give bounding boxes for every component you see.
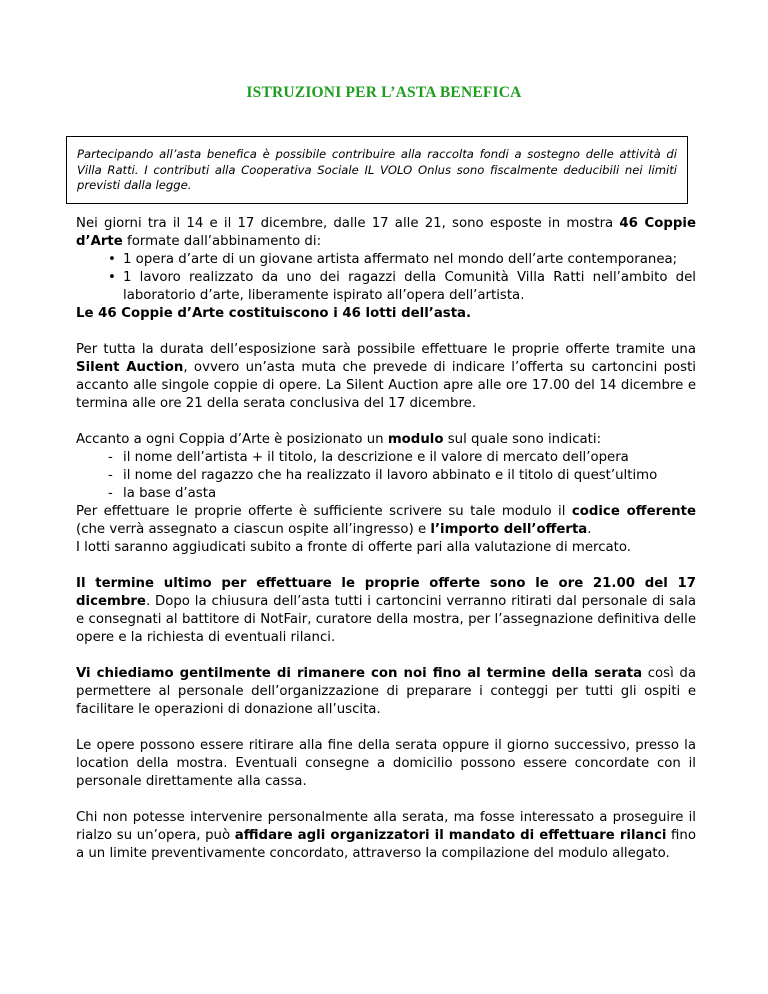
text-run: , ovvero un’asta muta che prevede di indicare l’offerta su cartoncini posti accanto alle singole coppie di opere. La Silent Auction apre alle ore 17.00 del 14 dicembre e termina alle ore 21 della serata conclusiva del 17 dicembre. — [76, 360, 696, 411]
paragraph-module — [76, 431, 696, 449]
bullet-marker: • — [108, 252, 116, 267]
text-run: Chi non potesse intervenire personalmente alla serata, ma fosse interessato a proseguire il rialzo su un’opera, può — [76, 810, 696, 843]
info-note-text: Partecipando all’asta benefica è possibile contribuire alla raccolta fondi a sostegno delle attività di Villa Ratti. I contributi alla Cooperativa Sociale IL VOLO Onlus sono fiscalmente deducibili nei limiti previsti dalla legge. — [77, 147, 677, 193]
paragraph-offer-how — [76, 503, 696, 539]
info-note-box — [66, 136, 688, 204]
module-fields-list — [76, 449, 696, 503]
list-item-text: 1 opera d’arte di un giovane artista affermato nel mondo dell’arte contemporanea; — [123, 252, 678, 267]
paragraph-silent-auction — [76, 341, 696, 413]
bold-run: Vi chiediamo gentilmente di rimanere con noi fino al termine della serata — [76, 666, 643, 681]
list-item-text: 1 lavoro realizzato da uno dei ragazzi della Comunità Villa Ratti nell’ambito del laboratorio d’arte, liberamente ispirato all’opera dell’artista. — [123, 270, 696, 303]
paragraph-exhibition — [76, 215, 696, 251]
text-run: . — [587, 522, 592, 537]
text-run: sul quale sono indicati: — [443, 432, 602, 447]
document-title: ISTRUZIONI PER L’ASTA BENEFICA — [246, 84, 522, 101]
paragraph-award — [76, 539, 696, 557]
bold-run: Silent Auction — [76, 360, 184, 375]
paragraph-deadline — [76, 575, 696, 647]
paragraph-pickup: Le opere possono essere ritirare alla fine della serata oppure il giorno successivo, presso la location della mostra. Eventuali consegne a domicilio possono essere concordate con il personale direttamente alla cassa. — [76, 738, 696, 789]
list-item — [76, 485, 696, 503]
pairs-list — [76, 251, 696, 305]
text-run: Per effettuare le proprie offerte è sufficiente scrivere su tale modulo il — [76, 504, 572, 519]
paragraph-stay — [76, 665, 696, 719]
bold-run: codice offerente — [571, 504, 697, 519]
dash-marker: - — [108, 486, 113, 501]
text-run: formate dall’abbinamento di: — [122, 234, 322, 249]
bold-run: affidare agli organizzatori il mandato di effettuare rilanci — [234, 828, 667, 843]
bold-run: Il termine ultimo per effettuare le proprie offerte sono le ore 21.00 del 17 dicembre — [76, 576, 696, 609]
dash-marker: - — [108, 450, 113, 465]
list-item — [76, 269, 696, 305]
list-item-text: la base d’asta — [123, 486, 217, 501]
list-item — [76, 449, 696, 467]
list-item-text: il nome dell’artista + il titolo, la descrizione e il valore di mercato dell’opera — [123, 450, 629, 465]
bold-run: l’importo dell’offerta — [430, 522, 588, 537]
bold-run: modulo — [387, 432, 444, 447]
list-item — [76, 251, 696, 269]
paragraph-mandate — [76, 809, 696, 863]
text-run: fino a un limite preventivamente concordato, attraverso la compilazione del modulo allegato. — [76, 828, 696, 861]
list-item-text: il nome del ragazzo che ha realizzato il lavoro abbinato e il titolo di quest’ultimo — [123, 468, 658, 483]
text-run: . Dopo la chiusura dell’asta tutti i cartoncini verranno ritirati dal personale di sala e consegnati al battitore di NotFair, curatore della mostra, per l’assegnazione definitiva delle opere e la richiesta di eventuali rilanci. — [76, 594, 696, 645]
text-run: Per tutta la durata dell’esposizione sarà possibile effettuare le proprie offerte tramite una — [76, 342, 696, 357]
dash-marker: - — [108, 468, 113, 483]
list-item — [76, 467, 696, 485]
bold-run: 46 Coppie d’Arte — [76, 216, 696, 249]
paragraph-lots — [76, 305, 696, 323]
text-run: (che verrà assegnato a ciascun ospite all’ingresso) e — [76, 522, 431, 537]
document-body — [76, 215, 696, 863]
bullet-marker: • — [108, 270, 116, 285]
text-run: Accanto a ogni Coppia d’Arte è posizionato un — [76, 432, 388, 447]
text-run: I lotti saranno aggiudicati subito a fronte di offerte pari alla valutazione di mercato. — [76, 540, 632, 555]
text-run: Nei giorni tra il 14 e il 17 dicembre, dalle 17 alle 21, sono esposte in mostra — [76, 216, 620, 231]
bold-run: Le 46 Coppie d’Arte costituiscono i 46 lotti dell’asta. — [76, 306, 472, 321]
text-run: così da permettere al personale dell’organizzazione di preparare i conteggi per tutti gli ospiti e facilitare le operazioni di donazione all’uscita. — [76, 666, 696, 717]
